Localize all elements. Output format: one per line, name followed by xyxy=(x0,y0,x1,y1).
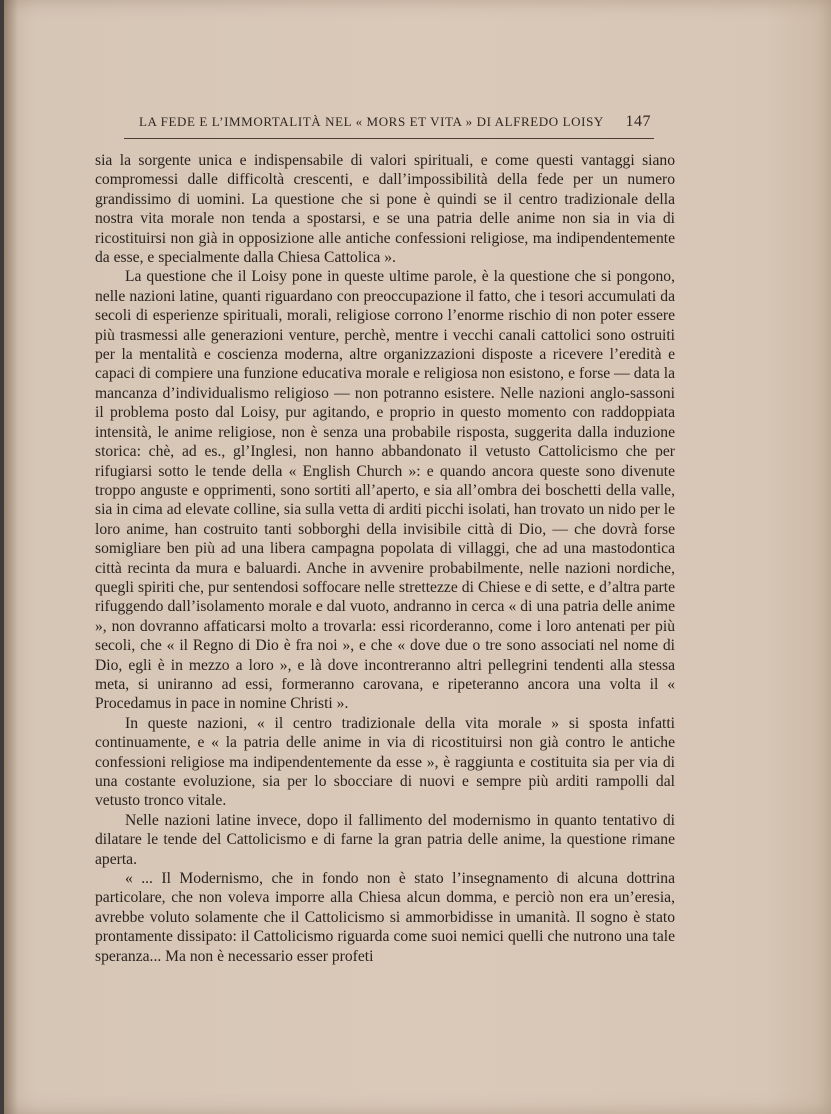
book-page xyxy=(4,0,831,1114)
running-head xyxy=(139,113,651,131)
page-number: 147 xyxy=(625,113,651,130)
paragraph-4: Nelle nazioni latine invece, dopo il fallimento del modernismo in quanto tentativo di dilatare le tende del Cattolicismo e di farne la gran patria delle anime, la questione rimane aperta. xyxy=(95,811,675,868)
running-title: LA FEDE E L’IMMORTALITÀ NEL « MORS ET VITA » DI ALFREDO LOISY xyxy=(139,114,604,129)
header-rule xyxy=(124,138,654,139)
paragraph-5: « ... Il Modernismo, che in fondo non è stato l’insegnamento di alcuna dottrina particolare, che non voleva imporre alla Chiesa alcun domma, e perciò non era un’eresia, avrebbe voluto solamente che il Cattolicismo si ammorbidisse in umanità. Il sogno è stato prontamente dissipato: il Cattolicismo riguarda come suoi nemici quelli che nutrono una tale speranza... Ma non è necessario esser profeti xyxy=(95,870,675,965)
paragraph-3: In queste nazioni, « il centro tradizionale della vita morale » si sposta infatti continuamente, e « la patria delle anime in via di ricostituirsi non già contro le antiche confessioni religiose ma indipendentemente da esse », è raggiunta e costituita sia per via di una costante evoluzione, sia per lo sbocciare di nuovi e sempre più arditi rampolli dal vetusto tronco vitale. xyxy=(95,714,675,810)
paragraph-1: sia la sorgente unica e indispensabile di valori spirituali, e come questi vantaggi siano compromessi dalle difficoltà crescenti, e dall’impossibilità della fede per un numero grandissimo di uomini. La questione che si pone è quindi se il centro tradizionale della nostra vita morale non tenda a spostarsi, e se una patria delle anime non sia in via di ricostituirsi non già in opposizione alle antiche confessioni religiose, ma indipendentemente da esse, e specialmente dalla Chiesa Cattolica ». xyxy=(95,152,675,267)
paragraph-2: La questione che il Loisy pone in queste ultime parole, è la questione che si pongono, nelle nazioni latine, quanti riguardano con preoccupazione il fatto, che i tesori accumulati da secoli di esperienze spirituali, morali, religiose corrono l’enorme rischio di non poter essere più trasmessi alle generazioni venture, perchè, mentre i vecchi canali cattolici sono ostruiti per la mentalità e coscienza moderna, altre organizzazioni disposte a ricevere l’eredità e capaci di compiere una funzione educativa morale e religiosa non esistono, e forse — data la mancanza d’individualismo religioso — non potranno esistere. Nelle nazioni anglo-sassoni il problema posto dal Loisy, pur agitando, e proprio in questo momento con raddoppiata intensità, le anime religiose, non è senza una probabile risposta, suggerita dalla induzione storica: chè, ad es., gl’Inglesi, non hanno abbandonato il vetusto Cattolicismo che per rifugiarsi sotto le tende della « English Church »: e quando ancora queste sono divenute troppo anguste e opprimenti, sono sortiti all’aperto, e sia all’ombra dei boschetti della valle, sia in cima ad elevate colline, sia sulla vetta di arditi picchi isolati, han trovato un nido per le loro anime, han costruito tanti sobborghi della invisibile città di Dio, — che dovrà forse somigliare ben più ad una libera campagna popolata di villaggi, che ad una mastodontica città recinta da mura e baluardi. Anche in avvenire probabilmente, nelle nazioni nordiche, quegli spiriti che, pur sentendosi soffocare nelle strettezze di Chiese e di sette, e d’altra parte rifuggendo dall’isolamento morale e dal vuoto, andranno in cerca « di una patria delle anime », non dovranno affaticarsi molto a trovarla: essi ricorderanno, come i loro antenati per più secoli, che « il Regno di Dio è fra noi », e che « dove due o tre sono associati nel nome di Dio, egli è in mezzo a loro », e là dove incontreranno altri pellegrini tendenti alla stessa meta, si uniranno ad essi, formeranno carovana, e ripeteranno ancora una volta il « Procedamus in pace in nomine Christi ». xyxy=(95,268,675,713)
binding-shadow xyxy=(4,0,18,1114)
body-text xyxy=(95,151,675,966)
